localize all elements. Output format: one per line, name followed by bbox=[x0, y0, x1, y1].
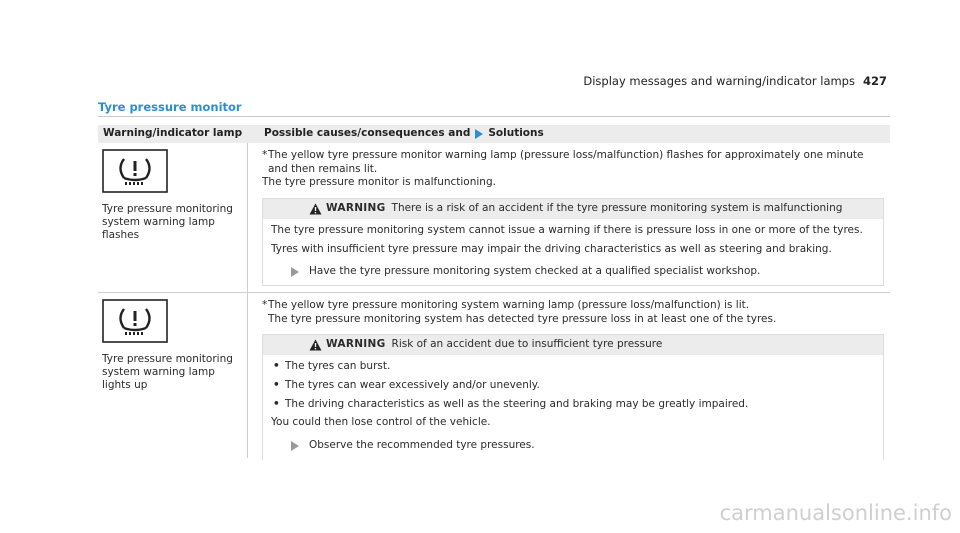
cause-line-2: and then remains lit. bbox=[268, 162, 378, 175]
section-title: Tyre pressure monitor bbox=[98, 100, 242, 114]
lamp-label: Tyre pressure monitoring system warning lamp flashes bbox=[102, 202, 233, 241]
cause-line-1: The yellow tyre pressure monitor warning lamp (pressure loss/malfunction) flashes for approximately one minute bbox=[268, 149, 864, 161]
list-item: • The tyres can wear excessively and/or unevenly. bbox=[273, 378, 540, 391]
action-arrow-icon bbox=[291, 441, 299, 451]
lamp-label: Tyre pressure monitoring system warning lamp lights up bbox=[102, 352, 233, 391]
list-item: • The driving characteristics as well as the steering and braking may be greatly impaired. bbox=[273, 397, 749, 410]
cause-text: *The yellow tyre pressure monitoring system warning lamp (pressure loss/malfunction) is lit. The tyre pressure monitoring system has detected tyre pressure loss in at least one of the tyres. bbox=[262, 299, 884, 326]
causes-cell bbox=[248, 293, 890, 458]
col-header-solutions-text: Solutions bbox=[488, 127, 544, 140]
warning-triangle-icon bbox=[309, 339, 322, 351]
warning-body bbox=[263, 219, 883, 285]
cause-line-3: The tyre pressure monitor is malfunctioning. bbox=[262, 176, 496, 189]
warning-label: WARNING bbox=[326, 202, 386, 215]
warning-paragraph: Tyres with insufficient tyre pressure may impair the driving characteristics as well as steering and braking. bbox=[271, 242, 832, 255]
warning-title: There is a risk of an accident if the tyre pressure monitoring system is malfunctioning bbox=[391, 202, 843, 215]
warning-paragraph: The tyre pressure monitoring system cannot issue a warning if there is pressure loss in one or more of the tyres. bbox=[271, 223, 863, 236]
warning-paragraph: You could then lose control of the vehicle. bbox=[271, 416, 491, 429]
action-arrow-icon bbox=[291, 267, 299, 277]
running-head bbox=[583, 74, 887, 89]
warning-title: Risk of an accident due to insufficient tyre pressure bbox=[391, 338, 663, 351]
tyre-pressure-warning-icon bbox=[102, 299, 168, 343]
causes-cell bbox=[248, 143, 890, 292]
lamp-cell bbox=[98, 293, 248, 458]
warning-triangle-icon bbox=[309, 203, 322, 215]
section-rule bbox=[98, 116, 890, 117]
warning-body bbox=[263, 355, 883, 458]
lamp-table bbox=[98, 125, 890, 458]
action-text: Have the tyre pressure monitoring system checked at a qualified specialist workshop. bbox=[309, 265, 761, 278]
warning-header bbox=[263, 335, 883, 355]
cause-text: *The yellow tyre pressure monitor warning lamp (pressure loss/malfunction) flashes for approximately one minute and then remains lit. The tyre pressure monitor is malfunctioning. bbox=[262, 149, 884, 190]
action-item bbox=[271, 439, 875, 453]
cause-line-2: The tyre pressure monitoring system has detected tyre pressure loss in at least one of the tyres. bbox=[268, 312, 777, 325]
warning-box bbox=[262, 334, 884, 460]
warning-box bbox=[262, 198, 884, 286]
col-header-causes bbox=[248, 127, 890, 141]
running-head-text: Display messages and warning/indicator lamps bbox=[583, 74, 855, 88]
lamp-cell bbox=[98, 143, 248, 292]
table-header bbox=[98, 125, 890, 143]
col-header-causes-text: Possible causes/consequences and bbox=[264, 127, 471, 140]
action-text: Observe the recommended tyre pressures. bbox=[309, 438, 535, 451]
cause-line-1: The yellow tyre pressure monitoring system warning lamp (pressure loss/malfunction) is lit. bbox=[268, 299, 750, 311]
warning-header bbox=[263, 199, 883, 219]
warning-label: WARNING bbox=[326, 338, 386, 351]
col-header-lamp: Warning/indicator lamp bbox=[103, 127, 243, 140]
list-item: • The tyres can burst. bbox=[273, 360, 391, 373]
bullet-text: The tyres can wear excessively and/or unevenly. bbox=[285, 378, 540, 391]
table-row bbox=[98, 293, 890, 458]
watermark: carmanualsonline.info bbox=[719, 500, 952, 525]
tyre-pressure-warning-icon bbox=[102, 149, 168, 193]
table-row bbox=[98, 143, 890, 293]
action-item bbox=[271, 265, 875, 279]
page-number: 427 bbox=[862, 74, 887, 88]
bullet-text: The tyres can burst. bbox=[285, 360, 391, 373]
solution-arrow-icon bbox=[475, 129, 483, 139]
bullet-text: The driving characteristics as well as the steering and braking may be greatly impaired. bbox=[285, 397, 749, 410]
